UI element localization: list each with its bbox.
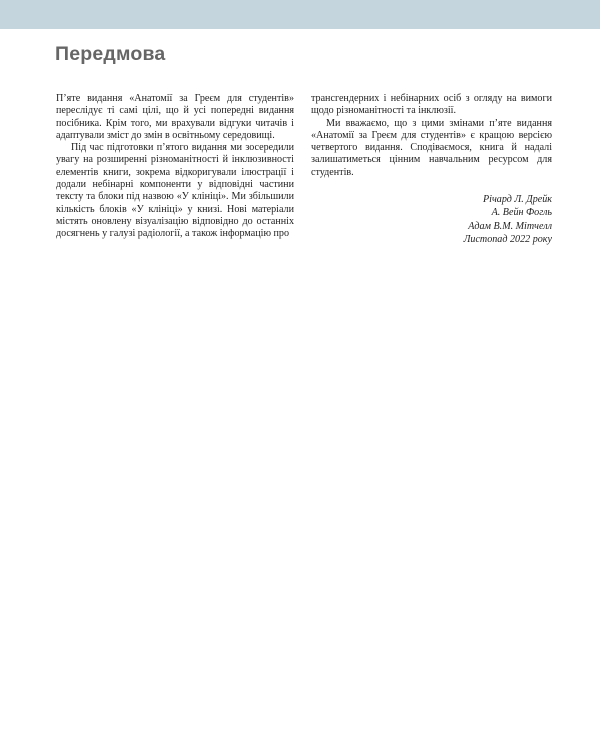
left-column [56,93,294,241]
page-title: Передмова [55,43,166,65]
paragraph-2: Під час підготовки п’ятого видання ми зосередили увагу на розширенні різноманітності й інклюзивності елементів книги, зокрема відкоригували ілюстрації і додали небінарні компоненти у відповідні частини тексту та блоки під назвою «У клініці». Ми збільшили кількість блоків «У клініці» у книзі. Нові матеріали містять оновлену візуалізацію відповідно до останніх досягнень у галузі радіології, а також інформацію про [56,142,294,240]
author-drake: Річард Л. Дрейк [483,194,552,206]
author-mitchell: Адам В.М. Мітчелл [468,220,552,232]
right-column [311,93,552,247]
paragraph-3: Ми вважаємо, що з цими змінами п’яте видання «Анатомії за Греєм для студентів» є кращою версією четвертого видання. Сподіваємося, книга й надалі залишатиметься цінним навчальним ресурсом для студентів. [311,117,552,178]
author-vogl: А. Вейн Фогль [491,207,552,219]
header-band [0,0,600,29]
date-line: Листопад 2022 року [463,234,552,246]
paragraph-1: П’яте видання «Анатомії за Греєм для студентів» переслідує ті самі цілі, що й усі попередні видання посібника. Крім того, ми врахували відгуки читачів і адаптували зміст до змін в освітньому середовищі. [56,93,294,141]
paragraph-2-continuation: трансгендерних і небінарних осіб з огляду на вимоги щодо різноманітності та інклюзії. [311,93,552,117]
signature-block [311,193,552,247]
